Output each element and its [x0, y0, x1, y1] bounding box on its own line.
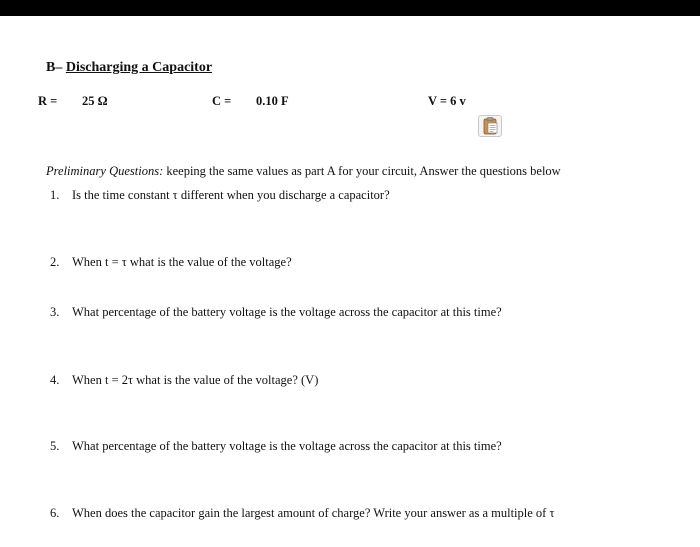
question-item-1 — [50, 188, 390, 203]
question-item-4 — [50, 373, 318, 388]
question-number: 5. — [50, 439, 60, 453]
question-number: 6. — [50, 506, 60, 520]
question-text: When does the capacitor gain the largest amount of charge? Write your answer as a multiple of τ — [72, 506, 555, 520]
preliminary-text: keeping the same values as part A for your circuit, Answer the questions below — [163, 164, 561, 178]
question-text: What percentage of the battery voltage is the voltage across the capacitor at this time? — [72, 305, 502, 319]
question-text: Is the time constant τ different when you discharge a capacitor? — [72, 188, 390, 202]
clipboard-paste-button[interactable] — [478, 115, 502, 137]
capacitance-label: C = — [212, 94, 232, 108]
question-number: 4. — [50, 373, 60, 387]
voltage-value: V = 6 v — [428, 94, 466, 108]
top-black-bar — [0, 0, 700, 16]
question-number: 3. — [50, 305, 60, 319]
question-text: What percentage of the battery voltage is the voltage across the capacitor at this time? — [72, 439, 502, 453]
question-number: 2. — [50, 255, 60, 269]
preliminary-lead: Preliminary Questions: — [46, 164, 164, 178]
resistance-value: 25 Ω — [82, 94, 108, 108]
question-item-3 — [50, 305, 502, 320]
question-text: When t = τ what is the value of the voltage? — [72, 255, 292, 269]
question-item-6 — [50, 506, 554, 521]
section-heading — [46, 60, 212, 76]
section-prefix: B– — [46, 60, 63, 75]
question-number: 1. — [50, 188, 60, 202]
question-item-5 — [50, 439, 502, 454]
question-text: When t = 2τ what is the value of the voltage? (V) — [72, 373, 319, 387]
clipboard-paste-icon — [479, 116, 501, 136]
preliminary-questions — [46, 164, 561, 179]
section-title: Discharging a Capacitor — [65, 60, 213, 75]
question-item-2 — [50, 255, 292, 270]
resistance-label: R = — [38, 94, 58, 108]
capacitance-value: 0.10 F — [256, 94, 289, 108]
